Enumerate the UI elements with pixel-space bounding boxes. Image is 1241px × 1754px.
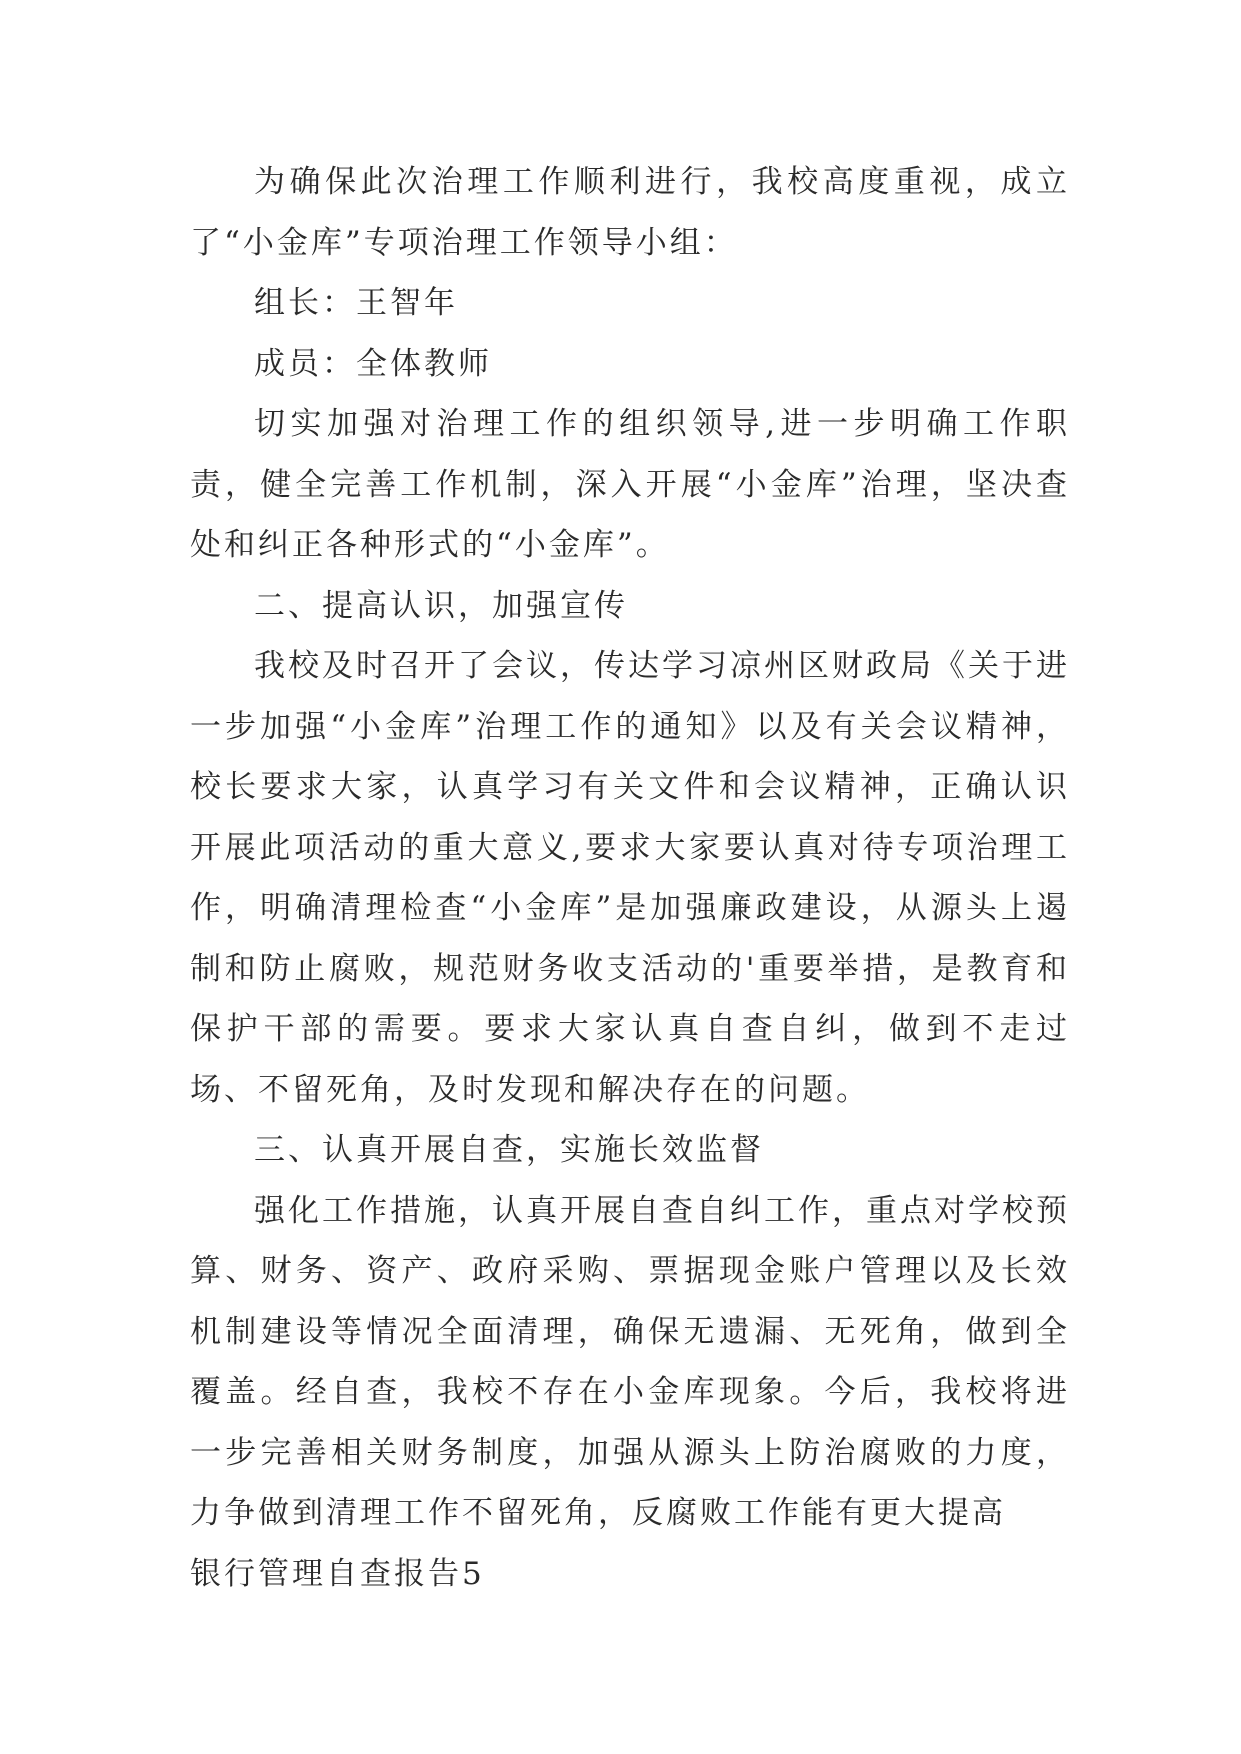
- paragraph-leadership: 切实加强对治理工作的组织领导,进一步明确工作职责，健全完善工作机制，深入开展“小金库”治理，坚决查处和纠正各种形式的“小金库”。: [190, 406, 1070, 563]
- paragraph-members: 成员：全体教师: [254, 345, 492, 382]
- section-heading-2: 二、提高认识，加强宣传: [254, 587, 628, 624]
- paragraph-intro: 为确保此次治理工作顺利进行，我校高度重视，成立了“小金库”专项治理工作领导小组：: [190, 164, 1070, 261]
- paragraph-self-inspection: 强化工作措施，认真开展自查自纠工作，重点对学校预算、财务、资产、政府采购、票据现金账户管理以及长效机制建设等情况全面清理，确保无遗漏、无死角，做到全覆盖。经自查，我校不存在小金库现象。今后，我校将进一步完善相关财务制度，加强从源头上防治腐败的力度，力争做到清理工作不留死角，反腐败工作能有更大提高: [190, 1192, 1070, 1531]
- next-report-title: 银行管理自查报告5: [190, 1555, 485, 1592]
- paragraph-group-leader: 组长：王智年: [254, 285, 458, 321]
- paragraph-awareness: 我校及时召开了会议，传达学习凉州区财政局《关于进一步加强“小金库”治理工作的通知》以及有关会议精神，校长要求大家，认真学习有关文件和会议精神，正确认识开展此项活动的重大意义,要求大家要认真对待专项治理工作，明确清理检查“小金库”是加强廉政建设，从源头上遏制和防止腐败，规范财务收支活动的'重要举措，是教育和保护干部的需要。要求大家认真自查自纠，做到不走过场、不留死角，及时发现和解决存在的问题。: [190, 648, 1070, 1108]
- document-body: [190, 152, 1070, 1604]
- section-heading-3: 三、认真开展自查，实施长效监督: [254, 1132, 764, 1168]
